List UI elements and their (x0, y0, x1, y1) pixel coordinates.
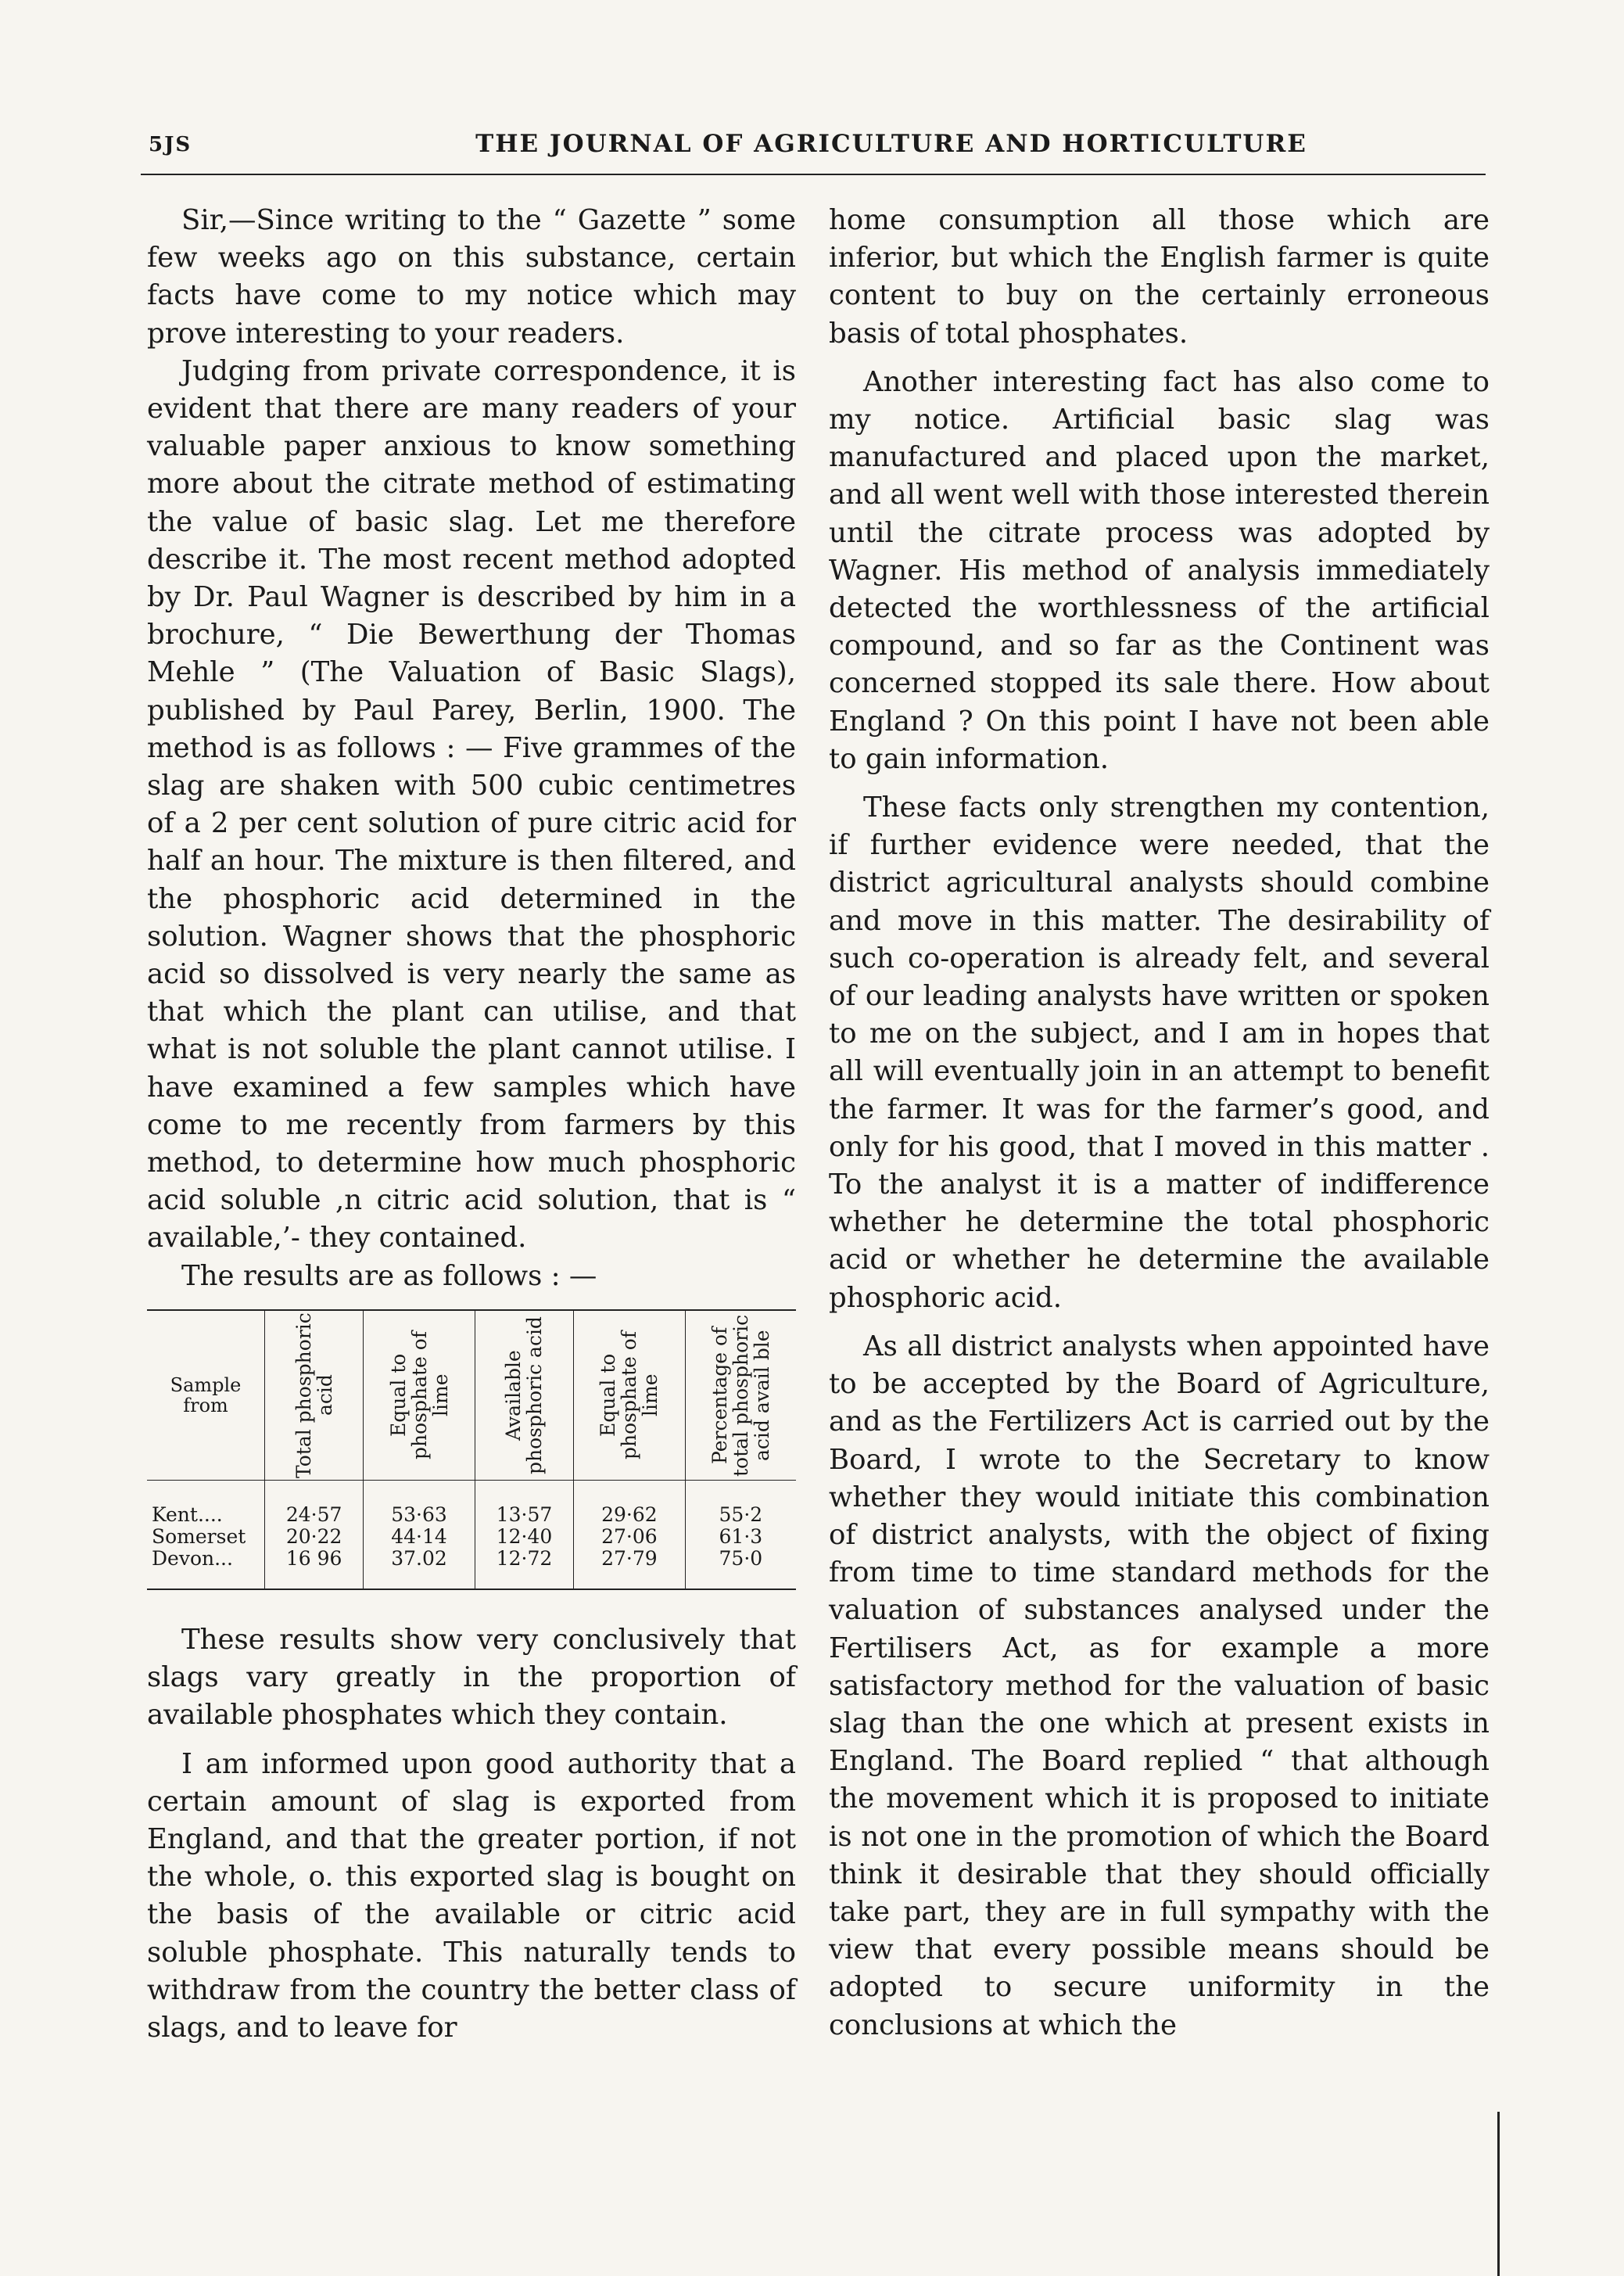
table-cell: 12·72 (475, 1548, 573, 1589)
table-cell: 53·63 (364, 1504, 475, 1526)
paragraph: home consumption all those which are inferior, but which the English farmer is quite content to buy on the certainly erroneous basis of total phosphates. (829, 204, 1490, 350)
page-number: 5JS (149, 133, 192, 156)
table-cell: 27·79 (574, 1548, 686, 1589)
column-header: Total phosphoric acid (265, 1310, 364, 1481)
paragraph: These facts only strengthen my contention, if further evidence were needed, that the district agricultural analysts should combine and move in this matter. The desirability of such co-operation is already felt, and several of our leading analysts have written or spoken to me on the subject, and I am in hopes that all will eventually join in an attempt to benefit the farmer. It was for the farmer’s good, and only for his good, that I moved in this matter . To the analyst it is a matter of indifference whether he determine the total phosphoric acid or whether he determine the available phosphoric acid. (829, 792, 1490, 1314)
table-cell: 16 96 (265, 1548, 364, 1589)
table-cell: 20·22 (265, 1526, 364, 1548)
table-cell: 44·14 (364, 1526, 475, 1548)
table-cell: Somerset (152, 1524, 246, 1548)
margin-rule (1497, 2112, 1500, 2276)
table-cell: 29·62 (574, 1504, 686, 1526)
left-column (147, 202, 796, 2047)
table-cell: Devon... (152, 1546, 233, 1570)
paragraph: I am informed upon good authority that a certain amount of slag is exported from England, and that the greater portion, if not the whole, o. this exported slag is bought on the basis of the available or citric acid soluble phosphate. This naturally tends to withdraw from the country the better class of slags, and to leave for (147, 1747, 796, 2044)
paragraph: These results show very conclusively that slags vary greatly in the proportion of available phosphates which they contain. (147, 1623, 796, 1732)
column-header: Sample from (147, 1310, 265, 1481)
results-table (147, 1309, 796, 1590)
results-table-wrap (147, 1309, 796, 1590)
table-cell: 37.02 (364, 1548, 475, 1589)
table-cell: 75·0 (685, 1548, 796, 1589)
right-column (829, 202, 1490, 2044)
table-cell: 12·40 (475, 1526, 573, 1548)
journal-title: THE JOURNAL OF AGRICULTURE AND HORTICULTURE (475, 130, 1307, 158)
paragraph: Another interesting fact has also come to my notice. Artificial basic slag was manufactured and placed upon the market, and all went well with those interested therein until the citrate process was adopted by Wagner. His method of analysis immediately detected the worthlessness of the artificial compound, and so far as the Continent was concerned stopped its sale there. How about England ? On this point I have not been able to gain information. (829, 365, 1490, 775)
column-header: Percentage of total phosphoric acid avail ble (685, 1310, 796, 1481)
table-cell: Kent.... (152, 1502, 223, 1526)
column-header: Equal to phosphate of lime (574, 1310, 686, 1481)
column-header: Equal to phosphate of lime (364, 1310, 475, 1481)
table-row (147, 1548, 796, 1589)
header-rule (141, 174, 1486, 175)
table-header-row (147, 1310, 796, 1481)
column-header: Available phosphoric acid (475, 1310, 573, 1481)
table-cell: 13·57 (475, 1504, 573, 1526)
table-cell: 55·2 (685, 1504, 796, 1526)
page-header (141, 125, 1486, 172)
paragraph: Sir,—Since writing to the “ Gazette ” some few weeks ago on this substance, certain facts have come to my notice which may prove interesting to your readers. (147, 204, 796, 350)
table-cell: 27·06 (574, 1526, 686, 1548)
paragraph: As all district analysts when appointed have to be accepted by the Board of Agriculture, and as the Fertilizers Act is carried out by the Board, I wrote to the Secretary to know whether they would initiate this combination of district analysts, with the object of fixing from time to time standard methods for the valuation of substances analysed under the Fertilisers Act, as for example a more satisfactory method for the valuation of basic slag than the one which at present exists in England. The Board replied “ that although the movement which it is proposed to initiate is not one in the promotion of which the Board think it desirable that they should officially take part, they are in full sympathy with the view that every possible means should be adopted to secure uniformity in the conclusions at which the (829, 1330, 1490, 2041)
table-row (147, 1526, 796, 1548)
table-cell: 24·57 (265, 1504, 364, 1526)
table-row (147, 1504, 796, 1526)
paragraph: Judging from private correspondence, it is evident that there are many readers of your valuable paper anxious to know something more about the citrate method of estimating the value of basic slag. Let me therefore describe it. The most recent method adopted by Dr. Paul Wagner is described by him in a brochure, “ Die Bewerthung der Thomas Mehle ” (The Valuation of Basic Slags), published by Paul Parey, Berlin, 1900. The method is as follows : — Five grammes of the slag are shaken with 500 cubic centimetres of a 2 per cent solution of pure citric acid for half an hour. The mixture is then filtered, and the phosphoric acid determined in the solution. Wagner shows that the phosphoric acid so dissolved is very nearly the same as that which the plant can utilise, and that what is not soluble the plant cannot utilise. I have examined a few samples which have come to me recently from farmers by this method, to determine how much phosphoric acid soluble ,n citric acid solution, that is “ available,’- they contained. (147, 354, 796, 1255)
table-spacer (147, 1480, 796, 1504)
paragraph: The results are as follows : — (181, 1259, 597, 1292)
table-cell: 61·3 (685, 1526, 796, 1548)
